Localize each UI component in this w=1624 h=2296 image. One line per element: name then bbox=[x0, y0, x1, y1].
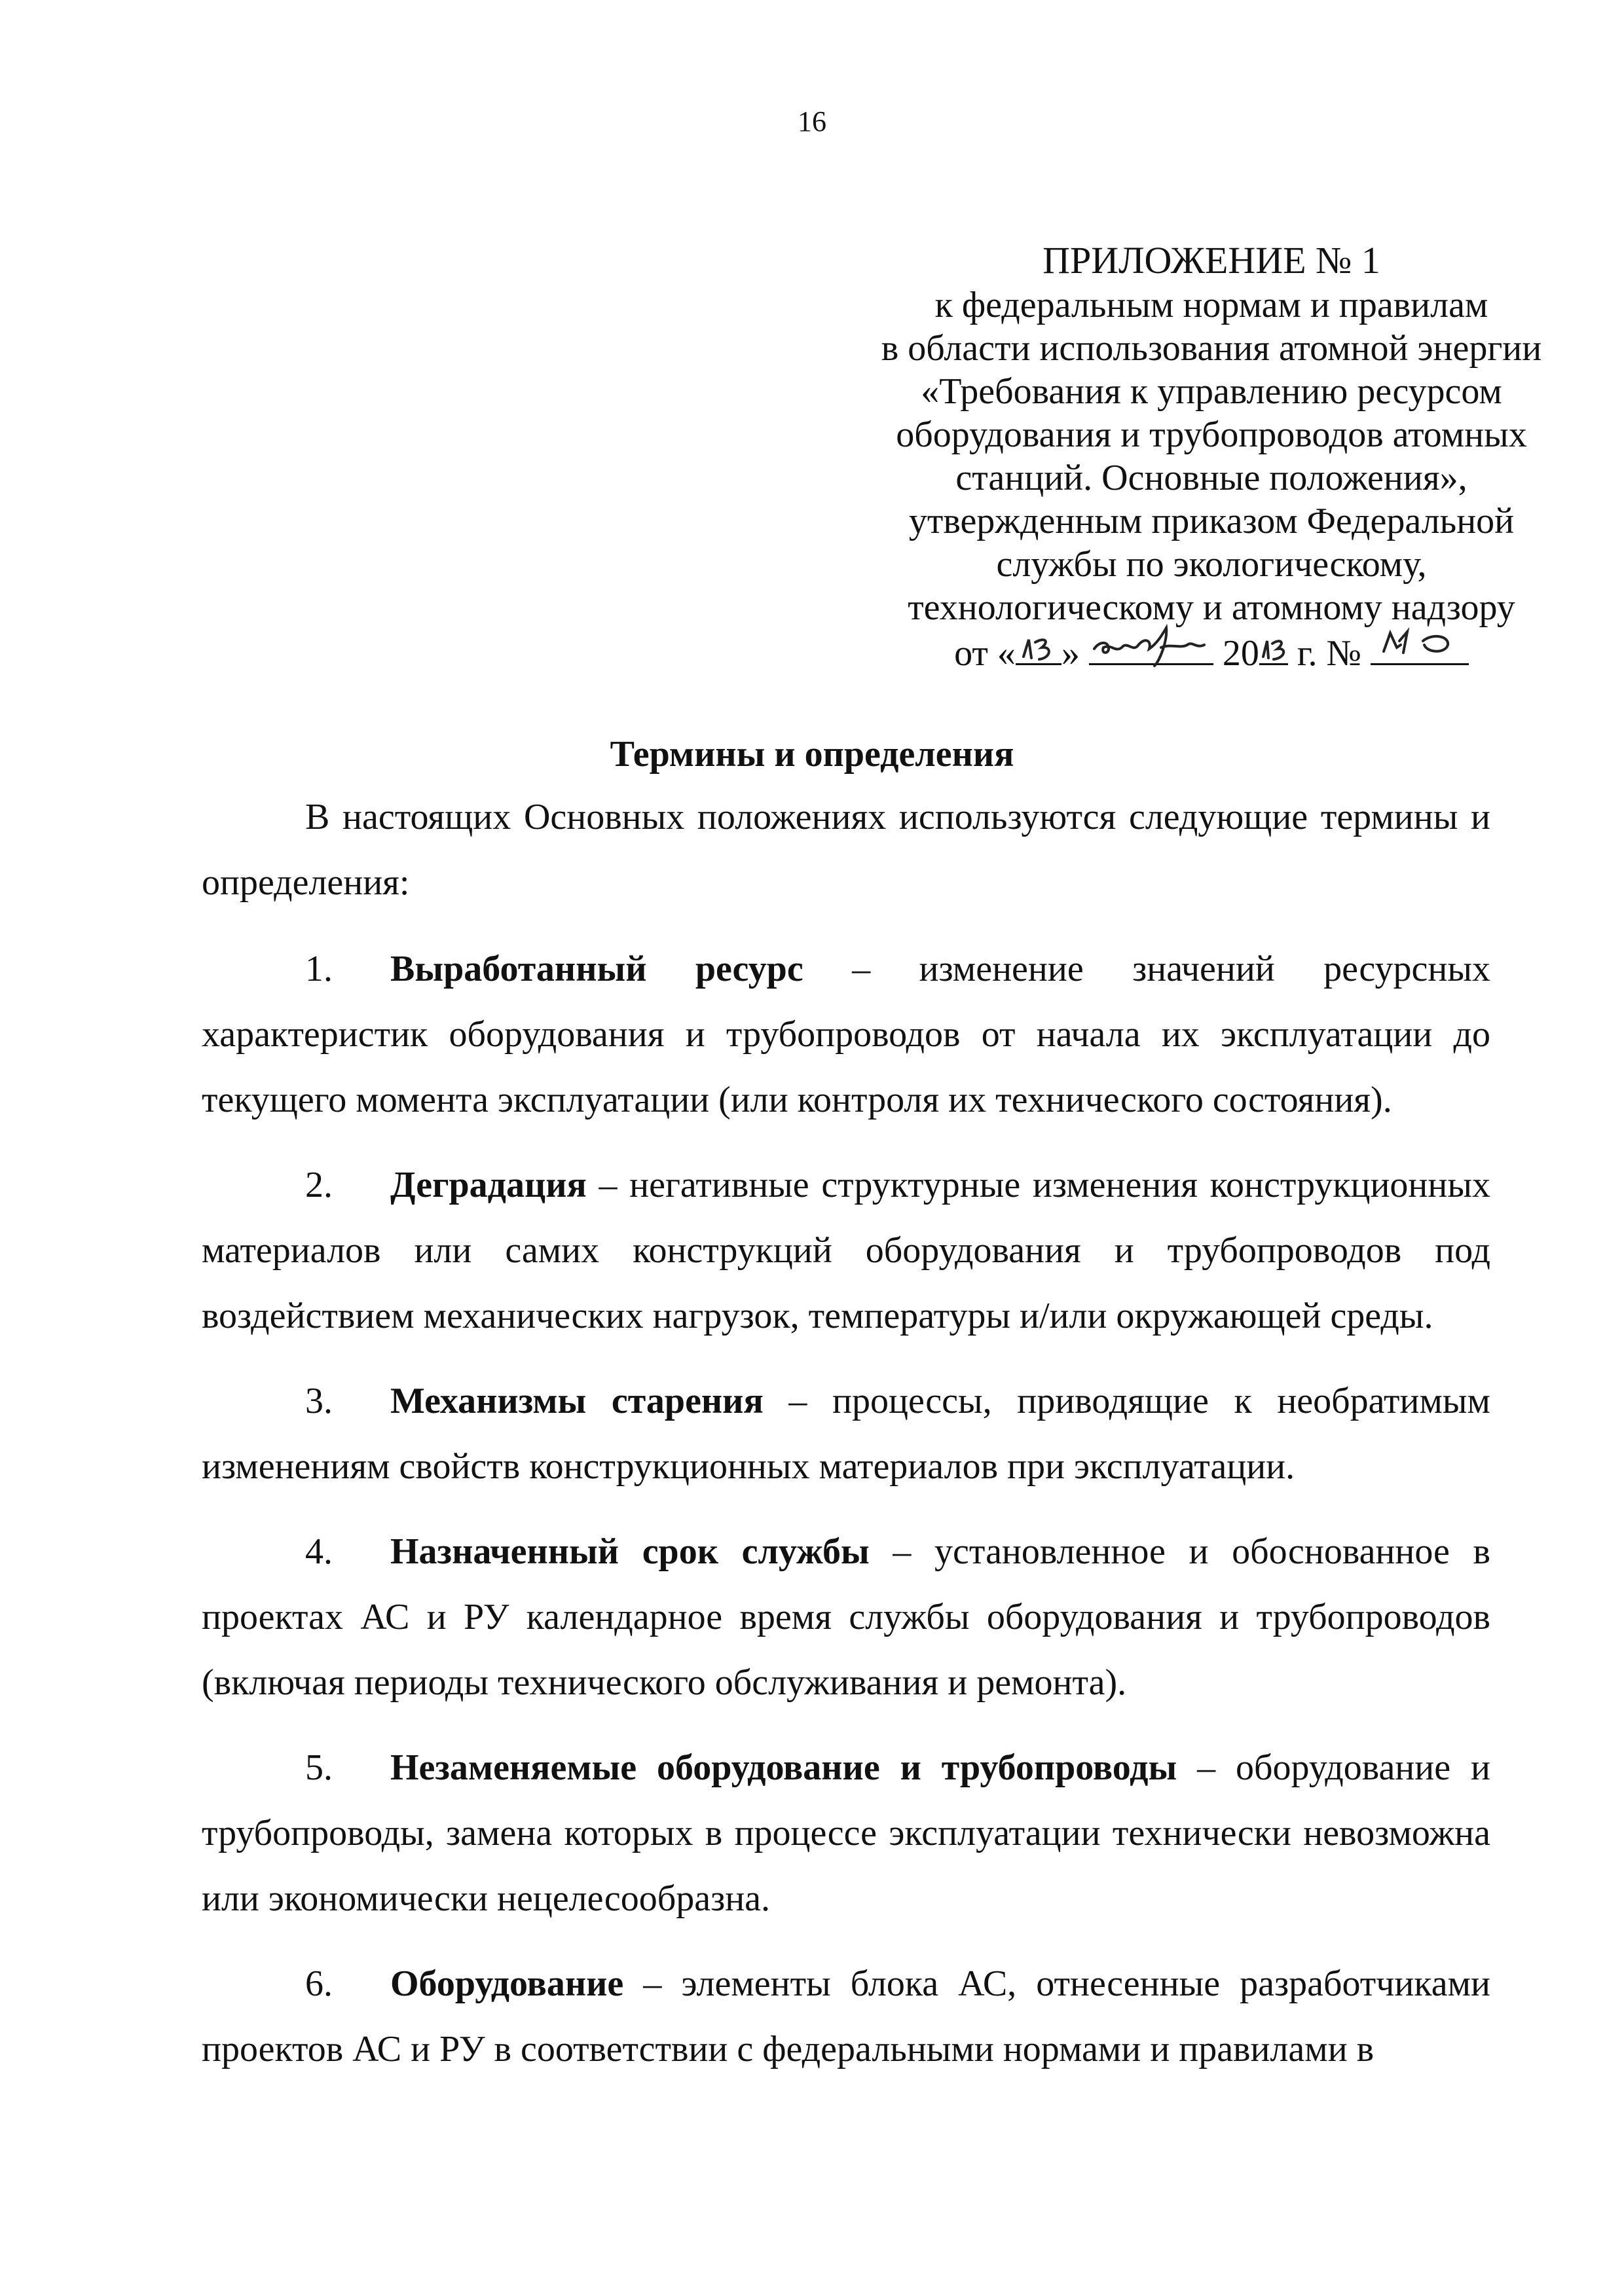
appendix-line: станций. Основные положения», bbox=[955, 458, 1467, 498]
definition-text: – установленное и обоснованное в проектах АС и РУ календарное время службы оборудования и трубопроводов (включая периоды технического обслуживания и ремонта). bbox=[202, 1531, 1490, 1703]
appendix-line: в области использования атомной энергии bbox=[881, 328, 1542, 369]
definition-number: 1. bbox=[305, 949, 333, 989]
handwritten-month bbox=[1089, 629, 1213, 665]
handwritten-number bbox=[1371, 629, 1469, 665]
definition-number: 2. bbox=[305, 1165, 333, 1205]
appendix-line: «Требования к управлению ресурсом bbox=[921, 371, 1502, 412]
appendix-line: службы по экологическому, bbox=[996, 544, 1427, 585]
appendix-title: ПРИЛОЖЕНИЕ № 1 bbox=[1043, 239, 1380, 282]
handwritten-year bbox=[1259, 629, 1288, 665]
date-year-prefix: 20 bbox=[1222, 633, 1259, 674]
definition-item bbox=[202, 1152, 1490, 1349]
intro-paragraph: В настоящих Основных положениях используются следующие термины и определения: bbox=[202, 797, 1490, 903]
definition-text: – изменение значений ресурсных характеристик оборудования и трубопроводов от начала их эксплуатации до текущего момента эксплуатации (или контроля их технического состояния). bbox=[202, 949, 1490, 1120]
date-mid2: г. № bbox=[1297, 633, 1361, 674]
definition-number: 6. bbox=[305, 1963, 333, 2004]
order-date-line bbox=[845, 629, 1578, 675]
appendix-line: к федеральным нормам и правилам bbox=[934, 285, 1488, 325]
definition-item bbox=[202, 1735, 1490, 1931]
section-title: Термины и определения bbox=[610, 734, 1014, 774]
definition-term: Выработанный ресурс bbox=[390, 949, 803, 989]
page-number: 16 bbox=[798, 105, 826, 137]
definition-term: Незаменяемые оборудование и трубопроводы bbox=[390, 1747, 1177, 1788]
definitions-list bbox=[202, 936, 1490, 2102]
definition-item bbox=[202, 1951, 1490, 2082]
definition-term: Оборудование bbox=[390, 1963, 624, 2004]
definition-text: – элементы блока АС, отнесенные разработчиками проектов АС и РУ в соответствии с федеральными нормами и правилами в bbox=[202, 1963, 1490, 2069]
definition-text: – негативные структурные изменения конструкционных материалов или самих конструкций оборудования и трубопроводов под воздействием механических нагрузок, температуры и/или окружающей среды. bbox=[202, 1165, 1490, 1336]
date-prefix: от « bbox=[954, 633, 1016, 674]
definition-term: Назначенный срок службы bbox=[390, 1531, 870, 1572]
handwritten-day bbox=[1016, 629, 1061, 665]
definition-number: 3. bbox=[305, 1381, 333, 1421]
intro-paragraph-block bbox=[202, 784, 1490, 915]
definition-item bbox=[202, 1519, 1490, 1715]
definition-number: 5. bbox=[305, 1747, 333, 1788]
date-mid1: » bbox=[1061, 633, 1080, 674]
definition-text: – процессы, приводящие к необратимым изменениям свойств конструкционных материалов при эксплуатации. bbox=[202, 1381, 1490, 1487]
appendix-line: оборудования и трубопроводов атомных bbox=[896, 414, 1527, 455]
definition-term: Механизмы старения bbox=[390, 1381, 764, 1421]
appendix-header bbox=[845, 239, 1578, 675]
definition-text: – оборудование и трубопроводы, замена которых в процессе эксплуатации технически невозможна или экономически нецелесообразна. bbox=[202, 1747, 1490, 1919]
definition-item bbox=[202, 1368, 1490, 1499]
definition-item bbox=[202, 936, 1490, 1133]
appendix-line: технологическому и атомному надзору bbox=[908, 587, 1515, 628]
definition-number: 4. bbox=[305, 1531, 333, 1572]
appendix-line: утвержденным приказом Федеральной bbox=[908, 501, 1515, 541]
definition-term: Деградация bbox=[390, 1165, 587, 1205]
